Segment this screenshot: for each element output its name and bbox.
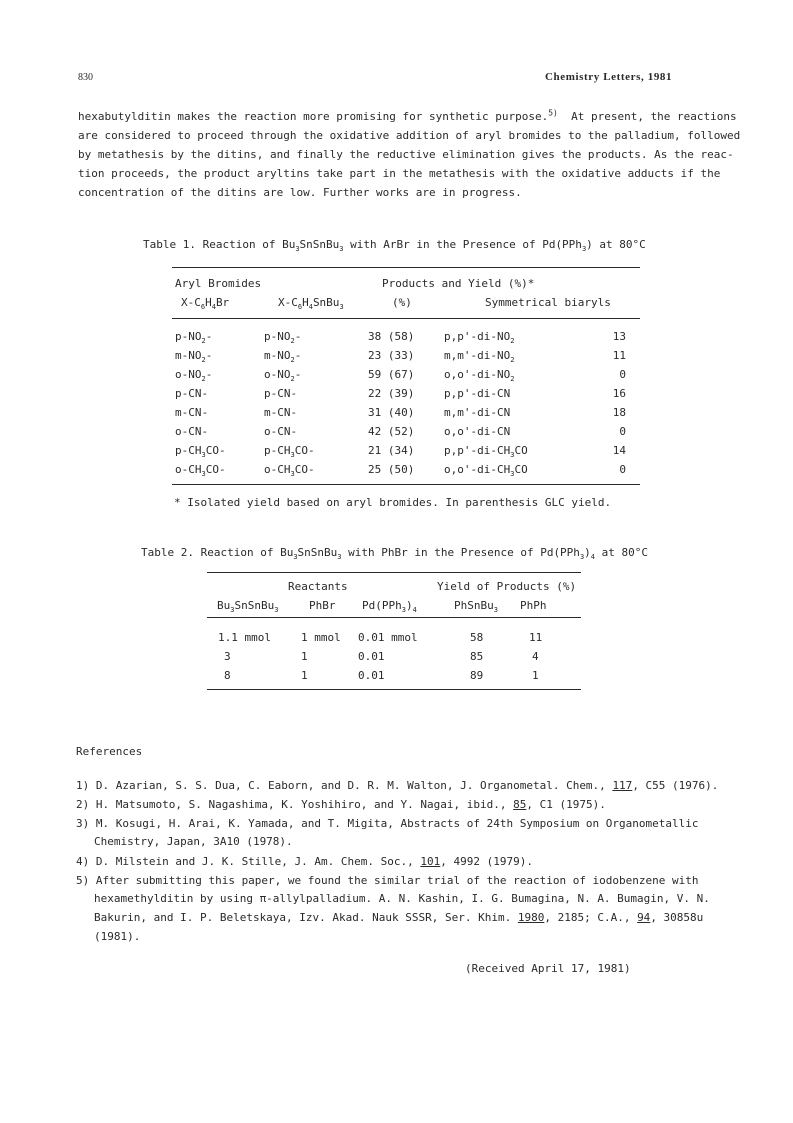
table-1-caption: Table 1. Reaction of $Bu_3SnSnBu_3$ with ArBr in the Presence of Pd(PPh$_3$) at 80°C bbox=[143, 238, 646, 254]
table-1-footnote: * Isolated yield based on aryl bromides. In parenthesis GLC yield. bbox=[174, 496, 612, 509]
reference-3: 3) M. Kosugi, H. Arai, K. Yamada, and T. Migita, Abstracts of 24th Symposium on Organometallic bbox=[76, 817, 699, 830]
table-cell: 25 (50) bbox=[368, 463, 415, 476]
table-2-col-phsnbu: PhSnBu$_3$ bbox=[454, 599, 498, 615]
table-cell: $o,o'-di-CH_3CO$ bbox=[444, 463, 528, 479]
table-cell: o,o'-di-CN bbox=[444, 425, 511, 438]
reference-4: 4) D. Milstein and J. K. Stille, J. Am. Chem. Soc., 101, 4992 (1979). bbox=[76, 855, 533, 868]
table-cell: 23 (33) bbox=[368, 349, 415, 362]
table-row: $m-NO_2-$ bbox=[175, 349, 213, 365]
table-cell: 0.01 mmol bbox=[358, 631, 418, 644]
paragraph-line-1 bbox=[78, 110, 737, 123]
table-2-top-rule bbox=[207, 572, 581, 573]
table-row: p-CN- bbox=[175, 387, 209, 400]
table-cell: 42 (52) bbox=[368, 425, 415, 438]
table-row: $o-NO_2-$ bbox=[175, 368, 213, 384]
table-2-header-yield: Yield of Products (%) bbox=[437, 580, 577, 593]
table-cell: $p-CH_3CO-$ bbox=[264, 444, 315, 460]
reference-5-continued: Bakurin, and I. P. Beletskaya, Izv. Akad. Nauk SSSR, Ser. Khim. 1980, 2185; C.A., 94, 30858u bbox=[94, 911, 704, 924]
table-1-header-rule bbox=[172, 318, 640, 319]
table-cell: $p,p'-di-CH_3CO$ bbox=[444, 444, 528, 460]
reference-3-continued: Chemistry, Japan, 3A10 (1978). bbox=[94, 835, 293, 848]
paragraph-line-3: by metathesis by the ditins, and finally the reductive elimination gives the products. As the reac- bbox=[78, 148, 734, 161]
table-cell: 14 bbox=[612, 444, 626, 457]
table-cell: m,m'-di-CN bbox=[444, 406, 511, 419]
reference-5-continued: hexamethylditin by using π-allylpalladium. A. N. Kashin, I. G. Bumagina, N. A. Bumagin, V. N. bbox=[94, 892, 710, 905]
table-cell: 0 bbox=[619, 463, 626, 476]
table-row: 1.1 mmol bbox=[218, 631, 271, 644]
table-row: $p-NO_2-$ bbox=[175, 330, 213, 346]
table-2-header-rule bbox=[207, 617, 581, 618]
table-cell: 1 bbox=[532, 669, 539, 682]
references-heading: References bbox=[76, 745, 143, 758]
table-2-caption: Table 2. Reaction of $Bu_3SnSnBu_3$ with PhBr in the Presence of $Pd(PPh_3)_4$ at 80°C bbox=[141, 546, 648, 562]
table-row: $p-CH_3CO-$ bbox=[175, 444, 226, 460]
page-number: 830 bbox=[78, 72, 93, 83]
table-1-col-percent: (%) bbox=[392, 296, 412, 309]
table-cell: 0 bbox=[619, 425, 626, 438]
reference-2: 2) H. Matsumoto, S. Nagashima, K. Yoshihiro, and Y. Nagai, ibid., 85, C1 (1975). bbox=[76, 798, 606, 811]
journal-header: Chemistry Letters, 1981 bbox=[545, 71, 673, 83]
table-1-col-aryltin: $X-C_6H_4SnBu_3$ bbox=[278, 296, 344, 312]
table-cell: $p,p'-di-NO_2$ bbox=[444, 330, 515, 346]
table-cell: 18 bbox=[612, 406, 626, 419]
table-row: $o-CH_3CO-$ bbox=[175, 463, 226, 479]
table-cell: 38 (58) bbox=[368, 330, 415, 343]
table-cell: 0.01 bbox=[358, 669, 385, 682]
table-1-header-aryl: Aryl Bromides bbox=[175, 277, 262, 290]
table-row: 8 bbox=[224, 669, 231, 682]
table-2-col-phbr: PhBr bbox=[309, 599, 336, 612]
table-cell: $o-CH_3CO-$ bbox=[264, 463, 315, 479]
received-date: (Received April 17, 1981) bbox=[465, 962, 631, 975]
table-cell: 22 (39) bbox=[368, 387, 415, 400]
table-cell: $o-NO_2-$ bbox=[264, 368, 302, 384]
paragraph-line-4: tion proceeds, the product aryltins take part in the metathesis with the oxidative adducts if the bbox=[78, 167, 721, 180]
table-cell: $o,o'-di-NO_2$ bbox=[444, 368, 515, 384]
table-2-col-phph: PhPh bbox=[520, 599, 547, 612]
reference-5: 5) After submitting this paper, we found the similar trial of the reaction of iodobenzene with bbox=[76, 874, 699, 887]
table-cell: 31 (40) bbox=[368, 406, 415, 419]
reference-5-continued: (1981). bbox=[94, 930, 141, 943]
table-cell: $m-NO_2-$ bbox=[264, 349, 302, 365]
table-1-top-rule bbox=[172, 267, 640, 268]
table-cell: m-CN- bbox=[264, 406, 298, 419]
table-cell: p,p'-di-CN bbox=[444, 387, 511, 400]
table-cell: 59 (67) bbox=[368, 368, 415, 381]
table-1-header-products: Products and Yield (%)* bbox=[382, 277, 535, 290]
table-cell: $m,m'-di-NO_2$ bbox=[444, 349, 515, 365]
table-1-bottom-rule bbox=[172, 484, 640, 485]
reference-1: 1) D. Azarian, S. S. Dua, C. Eaborn, and D. R. M. Walton, J. Organometal. Chem., 117, C55 (1976). bbox=[76, 779, 719, 792]
paragraph-line-2: are considered to proceed through the oxidative addition of aryl bromides to the palladium, followed bbox=[78, 129, 741, 142]
paragraph-line-5: concentration of the ditins are low. Further works are in progress. bbox=[78, 186, 522, 199]
table-cell: 4 bbox=[532, 650, 539, 663]
paragraph-text: At present, the reactions bbox=[571, 110, 737, 123]
table-row: m-CN- bbox=[175, 406, 209, 419]
table-2-header-reactants: Reactants bbox=[288, 580, 348, 593]
table-cell: 1 bbox=[301, 669, 308, 682]
table-cell: 11 bbox=[612, 349, 626, 362]
table-cell: o-CN- bbox=[264, 425, 298, 438]
table-1-col-biaryls: Symmetrical biaryls bbox=[485, 296, 611, 309]
table-1-col-aryl-bromide: $X-C_6H_4Br$ bbox=[181, 296, 230, 312]
table-row: o-CN- bbox=[175, 425, 209, 438]
table-2-col-catalyst: $Pd(PPh_3)_4$ bbox=[362, 599, 417, 615]
table-cell: 0 bbox=[619, 368, 626, 381]
table-cell: $p-NO_2-$ bbox=[264, 330, 302, 346]
table-2-col-ditin: $Bu_3SnSnBu_3$ bbox=[217, 599, 279, 615]
table-cell: 13 bbox=[612, 330, 626, 343]
table-cell: 16 bbox=[612, 387, 626, 400]
table-cell: 89 bbox=[470, 669, 484, 682]
paragraph-text: hexabutylditin makes the reaction more promising for synthetic purpose. bbox=[78, 110, 549, 123]
table-cell: 21 (34) bbox=[368, 444, 415, 457]
table-2-bottom-rule bbox=[207, 689, 581, 690]
table-cell: 1 mmol bbox=[301, 631, 341, 644]
table-cell: 58 bbox=[470, 631, 484, 644]
table-cell: 0.01 bbox=[358, 650, 385, 663]
table-cell: 11 bbox=[529, 631, 543, 644]
table-cell: 85 bbox=[470, 650, 484, 663]
table-row: 3 bbox=[224, 650, 231, 663]
table-cell: p-CN- bbox=[264, 387, 298, 400]
reference-citation: 5) bbox=[548, 108, 558, 118]
table-cell: 1 bbox=[301, 650, 308, 663]
